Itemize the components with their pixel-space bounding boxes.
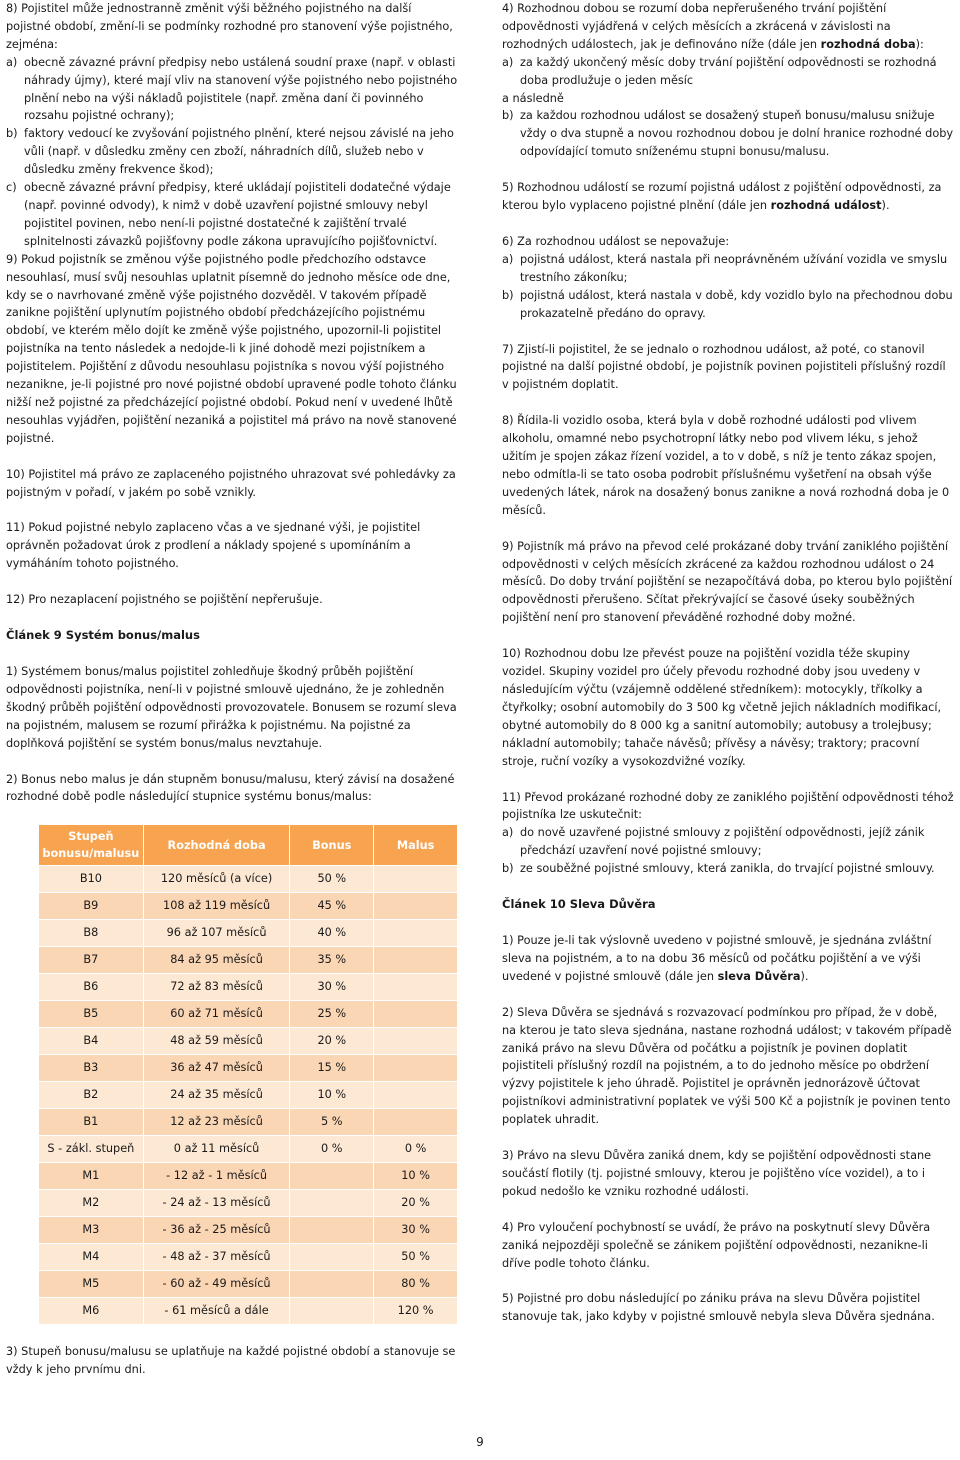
item-text: pojistná událost, která nastala v době, kdy vozidlo bylo na přechodnou dobu prokazatelně předáno do opravy. <box>520 288 953 320</box>
article-9-para-9: 9) Pojistník má právo na převod celé prokázané doby trvání zaniklého pojištění odpovědnosti v celých měsících zkrácené za každou rozhodnou událost o 24 měsíců. Do doby trvání pojištění se nezapočítává doba, po kterou bylo pojištění odpovědnosti přerušeno. Sčítat překrývající se časové úseky souběžných pojištění není pro stanovení převáděné rozhodné doby možné. <box>502 539 953 625</box>
clause-9: 9) Pokud pojistník se změnou výše pojistného podle předchozího odstavce nesouhlasí, musí svůj nesouhlas uplatnit písemně do jednoho měsíce ode dne, kdy se o navrhované změně výše pojistného dozvěděl. V takovém případě zanikne pojištění uplynutím pojistného období předcházejícího pojistnému období, ve kterém mělo dojít ke změně výše pojistného, upozornil-li pojistitel pojistníka na tento následek a nedojde-li k jiné dohodě mezi pojistníkem a pojistitelem. Pojištění z důvodu nesouhlasu pojistníka s novou výší pojistného nezanikne, je-li pojistné pro nové pojistné období upravené podle tohoto článku nižší než pojistné za předcházející pojistné období. Pokud není v uvedené lhůtě nesouhlas vyjádřen, pojištění nezaniká a pojistitel má právo na nově stanovené pojistné. <box>6 252 457 445</box>
text: 1) Pouze je-li tak výslovně uvedeno v pojistné smlouvě, je sjednána zvláštní sleva na pojistném, a to na dobu 36 měsíců od počátku pojištění a ve výši uvedené v pojistné smlouvě (dále jen <box>502 933 932 983</box>
article-9-heading: Článek 9 Systém bonus/malus <box>6 628 200 643</box>
cell-period: 36 až 47 měsíců <box>143 1055 290 1082</box>
cell-bonus: 10 % <box>290 1082 374 1109</box>
clause-8-item-c <box>6 179 458 251</box>
cell-bonus: 0 % <box>290 1136 374 1163</box>
article-9-para-4 <box>502 0 954 54</box>
article-9-para-7: 7) Zjistí-li pojistitel, že se jednalo o rozhodnou událost, až poté, co stanovil pojistné na další pojistné období, je pojistník povinen pojistiteli příslušný rozdíl v pojistném doplatit. <box>502 342 946 392</box>
clause-8-item-a <box>6 54 458 126</box>
cell-malus <box>374 1001 458 1028</box>
cell-bonus: 15 % <box>290 1055 374 1082</box>
cell-level: B10 <box>39 866 144 893</box>
clause-8-item-b <box>6 125 458 179</box>
header-malus: Malus <box>374 825 458 866</box>
cell-bonus: 35 % <box>290 947 374 974</box>
text: 5) Rozhodnou událostí se rozumí pojistná událost z pojištění odpovědnosti, za kterou bylo vyplaceno pojistné plnění (dále jen <box>502 181 942 213</box>
cell-bonus <box>290 1163 374 1190</box>
article-9-para-3: 3) Stupeň bonusu/malusu se uplatňuje na každé pojistné období a stanovuje se vždy k jeho prvnímu dni. <box>6 1345 456 1377</box>
cell-period: 60 až 71 měsíců <box>143 1001 290 1028</box>
table-row <box>39 1244 458 1271</box>
cell-bonus <box>290 1190 374 1217</box>
header-period: Rozhodná doba <box>143 825 290 866</box>
cell-bonus: 30 % <box>290 974 374 1001</box>
cell-level: B5 <box>39 1001 144 1028</box>
cell-bonus <box>290 1298 374 1325</box>
cell-bonus <box>290 1217 374 1244</box>
cell-bonus: 25 % <box>290 1001 374 1028</box>
cell-level: M4 <box>39 1244 144 1271</box>
text: 4) Rozhodnou dobou se rozumí doba nepřerušeného trvání pojištění odpovědnosti vyjádřená v celých měsících a zkrácená v závislosti na rozhodných událostech, jak je definováno níže (dále jen <box>502 2 891 51</box>
para-11-item-a <box>502 824 954 860</box>
article-9-para-5 <box>502 179 954 215</box>
article-9-para-8: 8) Řídila-li vozidlo osoba, která byla v době rozhodné události pod vlivem alkoholu, omamné nebo psychotropní látky nebo pod vlivem léku, s jehož užitím je spojen zákaz řízení vozidel, a to v době, s níž je tento zákaz spojen, nebo odmítla-li se tato osoba podrobit příslušnému vyšetření na obsah výše uvedených látek, nárok na dosažený bonus zanikne a nová rozhodná doba je 0 měsíců. <box>502 414 950 517</box>
table-row <box>39 947 458 974</box>
para-11-item-b <box>502 860 954 878</box>
cell-level: B4 <box>39 1028 144 1055</box>
text: ). <box>800 969 809 983</box>
para-4-item-b <box>502 107 954 161</box>
table-row <box>39 1163 458 1190</box>
cell-period: - 48 až - 37 měsíců <box>143 1244 290 1271</box>
cell-malus: 120 % <box>374 1298 458 1325</box>
cell-level: B1 <box>39 1109 144 1136</box>
defined-term: sleva Důvěra <box>717 969 801 983</box>
item-label: c) <box>6 181 17 195</box>
table-row <box>39 1001 458 1028</box>
table-row <box>39 1055 458 1082</box>
table-row <box>39 893 458 920</box>
cell-period: - 24 až - 13 měsíců <box>143 1190 290 1217</box>
item-text: pojistná událost, která nastala při neoprávněném užívání vozidla ve smyslu trestního zákoníku; <box>520 252 948 284</box>
article-9-para-11: 11) Převod prokázané rozhodné doby ze zaniklého pojištění odpovědnosti téhož pojistníka lze uskutečnit: <box>502 790 954 822</box>
clause-10: 10) Pojistitel má právo ze zaplaceného pojistného uhrazovat své pohledávky za pojistným v pořadí, v jakém po sobě vznikly. <box>6 467 456 499</box>
cell-bonus: 50 % <box>290 866 374 893</box>
cell-malus <box>374 920 458 947</box>
cell-level: M5 <box>39 1271 144 1298</box>
cell-period: 24 až 35 měsíců <box>143 1082 290 1109</box>
cell-bonus <box>290 1271 374 1298</box>
cell-level: B9 <box>39 893 144 920</box>
page-number: 9 <box>476 1435 484 1449</box>
cell-period: - 61 měsíců a dále <box>143 1298 290 1325</box>
table-row <box>39 1136 458 1163</box>
bonus-malus-table <box>38 824 458 1325</box>
cell-period: 84 až 95 měsíců <box>143 947 290 974</box>
article-10-para-4: 4) Pro vyloučení pochybností se uvádí, že právo na poskytnutí slevy Důvěra zaniká nejpozději společně se zánikem pojištění odpovědnosti, nezanikne-li dříve podle tohoto článku. <box>502 1220 931 1270</box>
clause-12: 12) Pro nezaplacení pojistného se pojištění nepřerušuje. <box>6 593 323 607</box>
header-level: Stupeň bonusu/malusu <box>39 825 144 866</box>
item-label: a) <box>6 55 18 69</box>
para-6-item-b <box>502 287 954 323</box>
cell-period: 12 až 23 měsíců <box>143 1109 290 1136</box>
table-row <box>39 920 458 947</box>
item-label: a) <box>502 55 514 69</box>
cell-period: - 60 až - 49 měsíců <box>143 1271 290 1298</box>
article-9-para-10: 10) Rozhodnou dobu lze převést pouze na pojištění vozidla téže skupiny vozidel. Skupiny vozidel pro účely převodu rozhodné doby jsou uvedeny v následujícím výčtu (vzájemně oddělené středníkem): motocykly, tříkolky a čtyřkolky; osobní automobily do 3 500 kg včetně jejich nákladních modifikací, obytné automobily do 8 000 kg a sanitní automobily; autobusy a trolejbusy; nákladní automobily; tahače návěsů; přívěsy a návěsy; traktory; pracovní stroje, ruční vozíky a vysokozdvižné vozíky. <box>502 647 942 768</box>
cell-bonus: 45 % <box>290 893 374 920</box>
cell-bonus: 20 % <box>290 1028 374 1055</box>
text: ). <box>881 199 890 213</box>
item-text: ze souběžné pojistné smlouvy, která zanikla, do trvající pojistné smlouvy. <box>520 862 935 876</box>
cell-period: 120 měsíců (a více) <box>143 866 290 893</box>
cell-level: B7 <box>39 947 144 974</box>
item-text: obecně závazné právní předpisy nebo ustálená soudní praxe (např. v oblasti náhrady újmy), které mají vliv na stanovení výše pojistného nebo pojistného plnění nebo na výši nákladů pojistitele (např. změna daní či povinného rozsahu pojistné ochrany); <box>24 55 458 123</box>
item-text: faktory vedoucí ke zvyšování pojistného plnění, které nejsou závislé na jeho vůli (např. v důsledku změny cen zboží, náhradních dílů, služeb nebo v důsledku změny frekvence škod); <box>24 127 454 177</box>
item-label: b) <box>502 109 514 123</box>
article-10-para-2: 2) Sleva Důvěra se sjednává s rozvazovací podmínkou pro případ, že v době, na kterou je tato sleva sjednána, nastane rozhodná událost; v takovém případě zaniká právo na slevu Důvěra od počátku a pojistník je povinen doplatit pojistiteli příslušný rozdíl na pojistném, a to do jednoho měsíce po obdržení výzvy pojistitele k jeho úhradě. Pojistitel je oprávněn jednorázově účtovat pojistníkovi administrativní poplatek ve výši 500 Kč a pojistník je povinen tento poplatek uhradit. <box>502 1005 952 1127</box>
article-10-para-1 <box>502 932 954 986</box>
cell-period: 0 až 11 měsíců <box>143 1136 290 1163</box>
cell-level: B2 <box>39 1082 144 1109</box>
cell-period: - 12 až - 1 měsíců <box>143 1163 290 1190</box>
para-4-connector: a následně <box>502 91 564 105</box>
clause-8-intro: 8) Pojistitel může jednostranně změnit výši běžného pojistného na další pojistné období, změní-li se podmínky rozhodné pro stanovení výše pojistného, zejména: <box>6 2 453 51</box>
defined-term: rozhodná událost <box>770 199 882 213</box>
cell-malus <box>374 947 458 974</box>
cell-level: B6 <box>39 974 144 1001</box>
cell-malus <box>374 1082 458 1109</box>
cell-malus: 50 % <box>374 1244 458 1271</box>
left-column <box>6 0 458 1379</box>
cell-period: 72 až 83 měsíců <box>143 974 290 1001</box>
cell-malus <box>374 1109 458 1136</box>
article-10-para-5: 5) Pojistné pro dobu následující po zániku práva na slevu Důvěra pojistitel stanovuje tak, jako kdyby v pojistné smlouvě nebyla sleva Důvěra sjednána. <box>502 1292 935 1324</box>
item-label: a) <box>502 826 514 840</box>
para-6-item-a <box>502 251 954 287</box>
cell-period: 96 až 107 měsíců <box>143 920 290 947</box>
cell-level: S - zákl. stupeň <box>39 1136 144 1163</box>
table-row <box>39 974 458 1001</box>
item-text: za každý ukončený měsíc doby trvání pojištění odpovědnosti se rozhodná doba prodlužuje o jeden měsíc <box>520 55 937 87</box>
article-10-heading: Článek 10 Sleva Důvěra <box>502 897 656 912</box>
cell-level: M1 <box>39 1163 144 1190</box>
header-bonus: Bonus <box>290 825 374 866</box>
cell-period: - 36 až - 25 měsíců <box>143 1217 290 1244</box>
item-text: za každou rozhodnou událost se dosažený stupeň bonusu/malusu snižuje vždy o dva stupně a novou rozhodnou dobou je dolní hranice rozhodné doby odpovídající tomuto sníženému stupni bonusu/malusu. <box>520 109 954 159</box>
right-column <box>502 0 954 1326</box>
cell-malus <box>374 974 458 1001</box>
table-row <box>39 1298 458 1325</box>
item-text: do nově uzavřené pojistné smlouvy z pojištění odpovědnosti, jejíž zánik předchází uzavření nové pojistné smlouvy; <box>520 826 925 858</box>
item-label: b) <box>502 862 514 876</box>
cell-period: 108 až 119 měsíců <box>143 893 290 920</box>
cell-bonus <box>290 1244 374 1271</box>
para-4-item-a <box>502 54 954 90</box>
item-label: b) <box>6 127 18 141</box>
table-row <box>39 1271 458 1298</box>
cell-level: M2 <box>39 1190 144 1217</box>
article-9-para-2: 2) Bonus nebo malus je dán stupněm bonusu/malusu, který závisí na dosažené rozhodné době podle následující stupnice systému bonus/malus: <box>6 772 455 804</box>
cell-level: M3 <box>39 1217 144 1244</box>
clause-11: 11) Pokud pojistné nebylo zaplaceno včas a ve sjednané výši, je pojistitel oprávněn požadovat úrok z prodlení a náklady spojené s upomínáním a vymáháním tohoto pojistného. <box>6 521 421 571</box>
item-text: obecně závazné právní předpisy, které ukládají pojistiteli dodatečné výdaje (např. povinné odvody), k nimž v době uzavření pojistné smlouvy nebyl pojistitel povinen, nebo není-li pojistné dostatečné k zajištění trvalé splnitelnosti závazků pojišťovny podle zákona upravujícího pojišťovnictví. <box>24 181 451 248</box>
cell-malus <box>374 1055 458 1082</box>
text: ): <box>915 37 924 51</box>
item-label: a) <box>502 252 514 266</box>
cell-malus: 10 % <box>374 1163 458 1190</box>
table-body <box>39 866 458 1325</box>
table-row <box>39 1028 458 1055</box>
table-header-row <box>39 825 458 866</box>
cell-malus: 30 % <box>374 1217 458 1244</box>
cell-malus <box>374 1028 458 1055</box>
cell-malus <box>374 866 458 893</box>
article-10-para-3: 3) Právo na slevu Důvěra zaniká dnem, kdy se pojištění odpovědnosti stane součástí flotily (tj. pojistné smlouvy, kterou je pojištěno více vozidel), a to i pokud nedošlo ke vzniku rozhodné události. <box>502 1149 932 1198</box>
cell-bonus: 5 % <box>290 1109 374 1136</box>
cell-period: 48 až 59 měsíců <box>143 1028 290 1055</box>
table-row <box>39 1217 458 1244</box>
defined-term: rozhodná doba <box>820 37 916 51</box>
article-9-para-1: 1) Systémem bonus/malus pojistitel zohledňuje škodný průběh pojištění odpovědnosti pojistníka, není-li v pojistné smlouvě ujednáno, že je zohledněn škodný průběh pojištění odpovědnosti provozovatele. Bonusem se rozumí sleva na pojistném, malusem se rozumí přirážka k pojistnému. Na pojistné za doplňková pojištění se systém bonus/malus nevztahuje. <box>6 665 457 750</box>
cell-level: M6 <box>39 1298 144 1325</box>
table-row <box>39 1109 458 1136</box>
article-9-para-6: 6) Za rozhodnou událost se nepovažuje: <box>502 234 730 248</box>
cell-malus <box>374 893 458 920</box>
cell-malus: 80 % <box>374 1271 458 1298</box>
item-label: b) <box>502 288 514 302</box>
cell-malus: 20 % <box>374 1190 458 1217</box>
cell-bonus: 40 % <box>290 920 374 947</box>
cell-level: B3 <box>39 1055 144 1082</box>
table-row <box>39 866 458 893</box>
cell-malus: 0 % <box>374 1136 458 1163</box>
cell-level: B8 <box>39 920 144 947</box>
table-row <box>39 1082 458 1109</box>
table-row <box>39 1190 458 1217</box>
